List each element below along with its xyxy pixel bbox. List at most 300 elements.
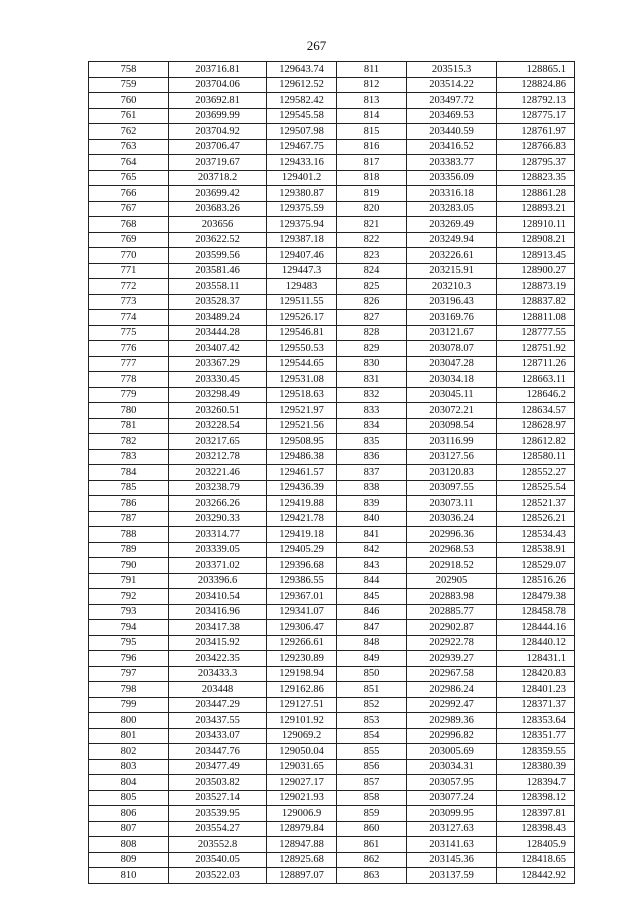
point-number-right: 852 (337, 697, 407, 713)
y-coordinate-left: 129407.46 (267, 248, 337, 264)
point-number-left: 773 (89, 294, 169, 310)
point-number-left: 780 (89, 403, 169, 419)
y-coordinate-right: 128795.37 (497, 155, 575, 171)
y-coordinate-right: 128865.1 (497, 62, 575, 78)
y-coordinate-left: 129531.08 (267, 372, 337, 388)
x-coordinate-left: 203704.92 (169, 124, 267, 140)
y-coordinate-left: 129612.52 (267, 77, 337, 93)
coordinate-table-body (89, 62, 575, 884)
point-number-left: 765 (89, 170, 169, 186)
y-coordinate-left: 129467.75 (267, 139, 337, 155)
y-coordinate-right: 128371.37 (497, 697, 575, 713)
y-coordinate-left: 129545.58 (267, 108, 337, 124)
point-number-left: 804 (89, 775, 169, 791)
x-coordinate-right: 202918.52 (407, 558, 497, 574)
y-coordinate-left: 129387.18 (267, 232, 337, 248)
y-coordinate-right: 128394.7 (497, 775, 575, 791)
table-row (89, 449, 575, 465)
x-coordinate-left: 203238.79 (169, 480, 267, 496)
point-number-left: 797 (89, 666, 169, 682)
table-row (89, 93, 575, 109)
y-coordinate-right: 128646.2 (497, 387, 575, 403)
point-number-right: 818 (337, 170, 407, 186)
y-coordinate-left: 129521.56 (267, 418, 337, 434)
y-coordinate-left: 129461.57 (267, 465, 337, 481)
x-coordinate-left: 203314.77 (169, 527, 267, 543)
y-coordinate-left: 129582.42 (267, 93, 337, 109)
x-coordinate-right: 203072.21 (407, 403, 497, 419)
x-coordinate-left: 203371.02 (169, 558, 267, 574)
x-coordinate-left: 203417.38 (169, 620, 267, 636)
table-row (89, 248, 575, 264)
y-coordinate-left: 129447.3 (267, 263, 337, 279)
y-coordinate-right: 128440.12 (497, 635, 575, 651)
x-coordinate-left: 203433.3 (169, 666, 267, 682)
point-number-left: 799 (89, 697, 169, 713)
table-row (89, 465, 575, 481)
point-number-right: 843 (337, 558, 407, 574)
y-coordinate-left: 129511.55 (267, 294, 337, 310)
table-row (89, 837, 575, 853)
x-coordinate-left: 203716.81 (169, 62, 267, 78)
x-coordinate-right: 203137.59 (407, 868, 497, 884)
table-row (89, 759, 575, 775)
point-number-right: 851 (337, 682, 407, 698)
point-number-left: 784 (89, 465, 169, 481)
y-coordinate-right: 128552.27 (497, 465, 575, 481)
y-coordinate-left: 129436.39 (267, 480, 337, 496)
point-number-left: 777 (89, 356, 169, 372)
x-coordinate-left: 203683.26 (169, 201, 267, 217)
x-coordinate-left: 203539.95 (169, 806, 267, 822)
y-coordinate-right: 128538.91 (497, 542, 575, 558)
point-number-left: 782 (89, 434, 169, 450)
x-coordinate-left: 203447.29 (169, 697, 267, 713)
point-number-left: 776 (89, 341, 169, 357)
table-row (89, 372, 575, 388)
y-coordinate-left: 129069.2 (267, 728, 337, 744)
point-number-left: 786 (89, 496, 169, 512)
x-coordinate-right: 203497.72 (407, 93, 497, 109)
y-coordinate-left: 129419.18 (267, 527, 337, 543)
y-coordinate-left: 129405.29 (267, 542, 337, 558)
y-coordinate-left: 129518.63 (267, 387, 337, 403)
point-number-left: 790 (89, 558, 169, 574)
y-coordinate-right: 128663.11 (497, 372, 575, 388)
y-coordinate-right: 128837.82 (497, 294, 575, 310)
point-number-right: 839 (337, 496, 407, 512)
y-coordinate-right: 128529.07 (497, 558, 575, 574)
x-coordinate-right: 203036.24 (407, 511, 497, 527)
y-coordinate-right: 128380.39 (497, 759, 575, 775)
x-coordinate-right: 203469.53 (407, 108, 497, 124)
point-number-right: 861 (337, 837, 407, 853)
x-coordinate-right: 203249.94 (407, 232, 497, 248)
point-number-right: 854 (337, 728, 407, 744)
x-coordinate-left: 203212.78 (169, 449, 267, 465)
y-coordinate-left: 129546.81 (267, 325, 337, 341)
y-coordinate-right: 128628.97 (497, 418, 575, 434)
y-coordinate-left: 129550.53 (267, 341, 337, 357)
x-coordinate-right: 203226.61 (407, 248, 497, 264)
table-row (89, 511, 575, 527)
x-coordinate-right: 203005.69 (407, 744, 497, 760)
point-number-right: 815 (337, 124, 407, 140)
table-row (89, 155, 575, 171)
x-coordinate-right: 202992.47 (407, 697, 497, 713)
point-number-right: 823 (337, 248, 407, 264)
y-coordinate-left: 129401.2 (267, 170, 337, 186)
table-row (89, 108, 575, 124)
y-coordinate-left: 128947.88 (267, 837, 337, 853)
x-coordinate-right: 203077.24 (407, 790, 497, 806)
point-number-left: 762 (89, 124, 169, 140)
table-row (89, 806, 575, 822)
x-coordinate-right: 202902.87 (407, 620, 497, 636)
point-number-left: 801 (89, 728, 169, 744)
x-coordinate-right: 203078.07 (407, 341, 497, 357)
y-coordinate-right: 128823.35 (497, 170, 575, 186)
y-coordinate-right: 128526.21 (497, 511, 575, 527)
point-number-right: 822 (337, 232, 407, 248)
x-coordinate-right: 202967.58 (407, 666, 497, 682)
point-number-right: 814 (337, 108, 407, 124)
x-coordinate-right: 202996.82 (407, 728, 497, 744)
table-row (89, 651, 575, 667)
point-number-right: 833 (337, 403, 407, 419)
point-number-right: 841 (337, 527, 407, 543)
y-coordinate-left: 129544.65 (267, 356, 337, 372)
table-row (89, 697, 575, 713)
y-coordinate-left: 128925.68 (267, 852, 337, 868)
x-coordinate-left: 203706.47 (169, 139, 267, 155)
point-number-left: 795 (89, 635, 169, 651)
table-row (89, 790, 575, 806)
y-coordinate-left: 129198.94 (267, 666, 337, 682)
table-row (89, 62, 575, 78)
x-coordinate-right: 203215.91 (407, 263, 497, 279)
point-number-right: 846 (337, 604, 407, 620)
x-coordinate-left: 203581.46 (169, 263, 267, 279)
y-coordinate-right: 128479.38 (497, 589, 575, 605)
point-number-left: 802 (89, 744, 169, 760)
y-coordinate-right: 128913.45 (497, 248, 575, 264)
x-coordinate-left: 203444.28 (169, 325, 267, 341)
table-row (89, 728, 575, 744)
table-row (89, 480, 575, 496)
table-row (89, 744, 575, 760)
point-number-right: 845 (337, 589, 407, 605)
x-coordinate-left: 203433.07 (169, 728, 267, 744)
point-number-left: 775 (89, 325, 169, 341)
y-coordinate-left: 129050.04 (267, 744, 337, 760)
y-coordinate-right: 128761.97 (497, 124, 575, 140)
point-number-left: 807 (89, 821, 169, 837)
table-row (89, 186, 575, 202)
y-coordinate-right: 128711.26 (497, 356, 575, 372)
y-coordinate-right: 128444.16 (497, 620, 575, 636)
point-number-right: 863 (337, 868, 407, 884)
point-number-left: 803 (89, 759, 169, 775)
point-number-right: 835 (337, 434, 407, 450)
y-coordinate-right: 128405.9 (497, 837, 575, 853)
x-coordinate-right: 203127.63 (407, 821, 497, 837)
x-coordinate-left: 203527.14 (169, 790, 267, 806)
x-coordinate-right: 202905 (407, 573, 497, 589)
point-number-left: 774 (89, 310, 169, 326)
x-coordinate-left: 203416.96 (169, 604, 267, 620)
y-coordinate-right: 128824.86 (497, 77, 575, 93)
x-coordinate-left: 203221.46 (169, 465, 267, 481)
point-number-right: 816 (337, 139, 407, 155)
x-coordinate-right: 203097.55 (407, 480, 497, 496)
y-coordinate-right: 128397.81 (497, 806, 575, 822)
y-coordinate-right: 128777.55 (497, 325, 575, 341)
x-coordinate-left: 203554.27 (169, 821, 267, 837)
point-number-right: 829 (337, 341, 407, 357)
x-coordinate-left: 203396.6 (169, 573, 267, 589)
point-number-left: 810 (89, 868, 169, 884)
table-row (89, 852, 575, 868)
point-number-left: 785 (89, 480, 169, 496)
y-coordinate-right: 128431.1 (497, 651, 575, 667)
point-number-right: 848 (337, 635, 407, 651)
point-number-right: 834 (337, 418, 407, 434)
point-number-left: 760 (89, 93, 169, 109)
x-coordinate-left: 203718.2 (169, 170, 267, 186)
x-coordinate-left: 203298.49 (169, 387, 267, 403)
x-coordinate-left: 203704.06 (169, 77, 267, 93)
y-coordinate-left: 129483 (267, 279, 337, 295)
y-coordinate-left: 129306.47 (267, 620, 337, 636)
y-coordinate-left: 129396.68 (267, 558, 337, 574)
table-row (89, 589, 575, 605)
table-row (89, 201, 575, 217)
x-coordinate-left: 203522.03 (169, 868, 267, 884)
point-number-left: 796 (89, 651, 169, 667)
x-coordinate-left: 203489.24 (169, 310, 267, 326)
y-coordinate-right: 128775.17 (497, 108, 575, 124)
y-coordinate-right: 128442.92 (497, 868, 575, 884)
point-number-right: 825 (337, 279, 407, 295)
point-number-right: 827 (337, 310, 407, 326)
point-number-right: 847 (337, 620, 407, 636)
x-coordinate-right: 203269.49 (407, 217, 497, 233)
x-coordinate-left: 203448 (169, 682, 267, 698)
table-row (89, 124, 575, 140)
table-row (89, 604, 575, 620)
y-coordinate-left: 129419.88 (267, 496, 337, 512)
x-coordinate-left: 203692.81 (169, 93, 267, 109)
y-coordinate-left: 128979.84 (267, 821, 337, 837)
y-coordinate-right: 128751.92 (497, 341, 575, 357)
table-row (89, 418, 575, 434)
x-coordinate-right: 203099.95 (407, 806, 497, 822)
point-number-right: 856 (337, 759, 407, 775)
x-coordinate-right: 202885.77 (407, 604, 497, 620)
point-number-left: 759 (89, 77, 169, 93)
point-number-right: 811 (337, 62, 407, 78)
x-coordinate-left: 203599.56 (169, 248, 267, 264)
x-coordinate-left: 203558.11 (169, 279, 267, 295)
x-coordinate-right: 203034.18 (407, 372, 497, 388)
table-row (89, 775, 575, 791)
point-number-left: 778 (89, 372, 169, 388)
table-row (89, 868, 575, 884)
point-number-left: 805 (89, 790, 169, 806)
point-number-right: 842 (337, 542, 407, 558)
x-coordinate-left: 203552.8 (169, 837, 267, 853)
y-coordinate-right: 128580.11 (497, 449, 575, 465)
y-coordinate-right: 128521.37 (497, 496, 575, 512)
x-coordinate-right: 203283.05 (407, 201, 497, 217)
x-coordinate-left: 203330.45 (169, 372, 267, 388)
x-coordinate-left: 203540.05 (169, 852, 267, 868)
point-number-left: 779 (89, 387, 169, 403)
y-coordinate-right: 128910.11 (497, 217, 575, 233)
table-row (89, 527, 575, 543)
table-row (89, 356, 575, 372)
x-coordinate-right: 203057.95 (407, 775, 497, 791)
table-row (89, 573, 575, 589)
x-coordinate-right: 202883.98 (407, 589, 497, 605)
point-number-right: 824 (337, 263, 407, 279)
point-number-right: 862 (337, 852, 407, 868)
point-number-right: 832 (337, 387, 407, 403)
point-number-left: 758 (89, 62, 169, 78)
point-number-right: 830 (337, 356, 407, 372)
point-number-left: 766 (89, 186, 169, 202)
point-number-left: 798 (89, 682, 169, 698)
x-coordinate-left: 203228.54 (169, 418, 267, 434)
x-coordinate-left: 203290.33 (169, 511, 267, 527)
x-coordinate-right: 203034.31 (407, 759, 497, 775)
y-coordinate-right: 128534.43 (497, 527, 575, 543)
point-number-left: 789 (89, 542, 169, 558)
table-row (89, 310, 575, 326)
y-coordinate-left: 129375.94 (267, 217, 337, 233)
y-coordinate-right: 128908.21 (497, 232, 575, 248)
point-number-right: 855 (337, 744, 407, 760)
x-coordinate-right: 202922.78 (407, 635, 497, 651)
x-coordinate-right: 202996.36 (407, 527, 497, 543)
y-coordinate-left: 129433.16 (267, 155, 337, 171)
x-coordinate-right: 202986.24 (407, 682, 497, 698)
table-row (89, 77, 575, 93)
x-coordinate-right: 203098.54 (407, 418, 497, 434)
point-number-right: 828 (337, 325, 407, 341)
x-coordinate-right: 203356.09 (407, 170, 497, 186)
page-number: 267 (306, 38, 327, 53)
y-coordinate-right: 128766.83 (497, 139, 575, 155)
y-coordinate-left: 129367.01 (267, 589, 337, 605)
y-coordinate-right: 128873.19 (497, 279, 575, 295)
table-row (89, 635, 575, 651)
x-coordinate-left: 203528.37 (169, 294, 267, 310)
y-coordinate-left: 129127.51 (267, 697, 337, 713)
point-number-left: 808 (89, 837, 169, 853)
table-row (89, 217, 575, 233)
point-number-left: 809 (89, 852, 169, 868)
table-row (89, 558, 575, 574)
x-coordinate-right: 202939.27 (407, 651, 497, 667)
table-row (89, 263, 575, 279)
y-coordinate-left: 129526.17 (267, 310, 337, 326)
coordinate-table (88, 61, 575, 884)
table-row (89, 279, 575, 295)
y-coordinate-left: 128897.07 (267, 868, 337, 884)
x-coordinate-right: 203514.22 (407, 77, 497, 93)
x-coordinate-right: 203515.3 (407, 62, 497, 78)
y-coordinate-left: 129031.65 (267, 759, 337, 775)
x-coordinate-right: 203196.43 (407, 294, 497, 310)
y-coordinate-right: 128612.82 (497, 434, 575, 450)
y-coordinate-right: 128458.78 (497, 604, 575, 620)
y-coordinate-left: 129521.97 (267, 403, 337, 419)
point-number-right: 850 (337, 666, 407, 682)
point-number-left: 787 (89, 511, 169, 527)
x-coordinate-left: 203415.92 (169, 635, 267, 651)
table-row (89, 294, 575, 310)
y-coordinate-left: 129508.95 (267, 434, 337, 450)
y-coordinate-left: 129341.07 (267, 604, 337, 620)
x-coordinate-left: 203407.42 (169, 341, 267, 357)
y-coordinate-right: 128516.26 (497, 573, 575, 589)
x-coordinate-right: 202989.36 (407, 713, 497, 729)
point-number-right: 831 (337, 372, 407, 388)
x-coordinate-right: 203116.99 (407, 434, 497, 450)
point-number-right: 858 (337, 790, 407, 806)
point-number-right: 840 (337, 511, 407, 527)
x-coordinate-left: 203217.65 (169, 434, 267, 450)
point-number-right: 844 (337, 573, 407, 589)
table-row (89, 821, 575, 837)
x-coordinate-right: 202968.53 (407, 542, 497, 558)
point-number-left: 792 (89, 589, 169, 605)
point-number-right: 859 (337, 806, 407, 822)
y-coordinate-left: 129230.89 (267, 651, 337, 667)
y-coordinate-left: 129486.38 (267, 449, 337, 465)
table-row (89, 713, 575, 729)
x-coordinate-left: 203422.35 (169, 651, 267, 667)
point-number-right: 838 (337, 480, 407, 496)
y-coordinate-left: 129375.59 (267, 201, 337, 217)
table-row (89, 341, 575, 357)
x-coordinate-left: 203339.05 (169, 542, 267, 558)
table-row (89, 139, 575, 155)
table-row (89, 387, 575, 403)
table-row (89, 403, 575, 419)
y-coordinate-left: 129380.87 (267, 186, 337, 202)
point-number-right: 813 (337, 93, 407, 109)
point-number-left: 764 (89, 155, 169, 171)
point-number-left: 783 (89, 449, 169, 465)
x-coordinate-right: 203169.76 (407, 310, 497, 326)
y-coordinate-left: 129162.86 (267, 682, 337, 698)
point-number-right: 849 (337, 651, 407, 667)
y-coordinate-right: 128418.65 (497, 852, 575, 868)
y-coordinate-right: 128351.77 (497, 728, 575, 744)
point-number-left: 793 (89, 604, 169, 620)
point-number-left: 769 (89, 232, 169, 248)
y-coordinate-left: 129027.17 (267, 775, 337, 791)
table-row (89, 170, 575, 186)
y-coordinate-right: 128792.13 (497, 93, 575, 109)
point-number-left: 800 (89, 713, 169, 729)
point-number-right: 821 (337, 217, 407, 233)
x-coordinate-left: 203437.55 (169, 713, 267, 729)
y-coordinate-right: 128420.83 (497, 666, 575, 682)
